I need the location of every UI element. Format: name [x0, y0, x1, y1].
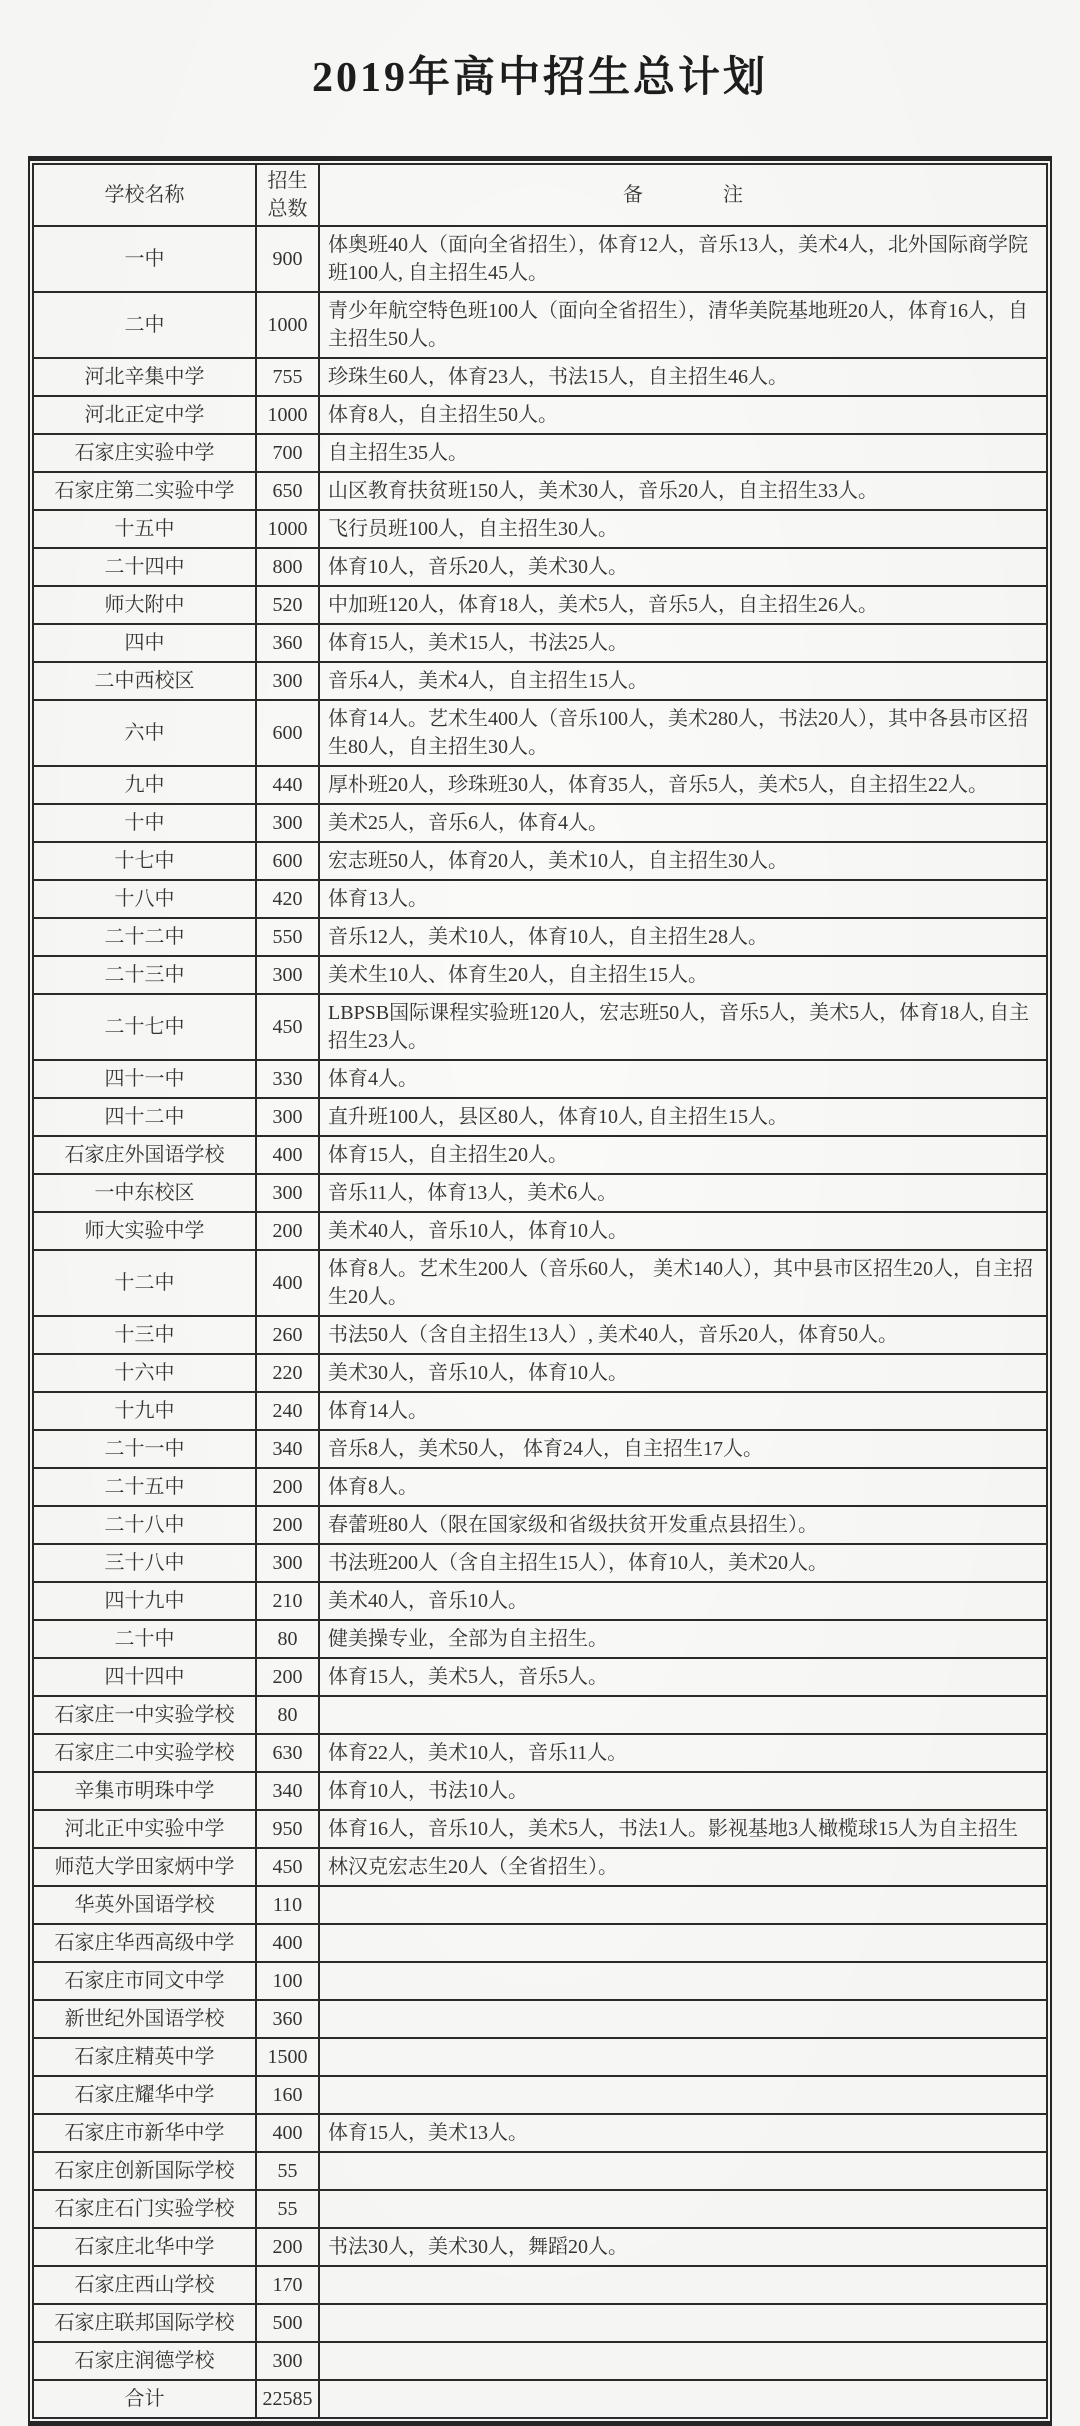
table-row	[33, 1316, 1047, 1354]
table-row	[33, 472, 1047, 510]
enrollment-total-cell: 240	[256, 1392, 319, 1430]
enrollment-total-cell: 650	[256, 472, 319, 510]
school-name-cell: 二十三中	[33, 956, 256, 994]
enrollment-total-cell: 200	[256, 1658, 319, 1696]
table-row	[33, 1136, 1047, 1174]
remark-cell: 自主招生35人。	[319, 434, 1047, 472]
remark-cell: 宏志班50人，体育20人，美术10人，自主招生30人。	[319, 842, 1047, 880]
table-row	[33, 842, 1047, 880]
enrollment-total-cell: 340	[256, 1430, 319, 1468]
table-row	[33, 2266, 1047, 2304]
enrollment-total-cell: 440	[256, 766, 319, 804]
school-name-cell: 一中东校区	[33, 1174, 256, 1212]
table-row	[33, 1430, 1047, 1468]
remark-cell	[319, 2342, 1047, 2380]
total-row	[33, 2380, 1047, 2418]
enrollment-total-cell: 300	[256, 956, 319, 994]
table-row	[33, 1468, 1047, 1506]
remark-cell: 体育10人，音乐20人，美术30人。	[319, 548, 1047, 586]
school-name-cell: 石家庄市同文中学	[33, 1962, 256, 2000]
remark-cell: 山区教育扶贫班150人，美术30人，音乐20人，自主招生33人。	[319, 472, 1047, 510]
enrollment-total-cell: 55	[256, 2190, 319, 2228]
school-name-cell: 石家庄外国语学校	[33, 1136, 256, 1174]
remark-cell: 中加班120人，体育18人，美术5人，音乐5人，自主招生26人。	[319, 586, 1047, 624]
school-name-cell: 河北辛集中学	[33, 358, 256, 396]
table-row	[33, 2304, 1047, 2342]
remark-cell: 书法30人，美术30人，舞蹈20人。	[319, 2228, 1047, 2266]
remark-cell: 美术40人，音乐10人。	[319, 1582, 1047, 1620]
school-name-cell: 十七中	[33, 842, 256, 880]
table-row	[33, 804, 1047, 842]
enrollment-total-cell: 300	[256, 2342, 319, 2380]
school-name-cell: 辛集市明珠中学	[33, 1772, 256, 1810]
table-row	[33, 1658, 1047, 1696]
table-row	[33, 434, 1047, 472]
school-name-cell: 四十九中	[33, 1582, 256, 1620]
remark-cell: 体育14人。艺术生400人（音乐100人，美术280人，书法20人），其中各县市区招生80人，自主招生30人。	[319, 700, 1047, 766]
enrollment-total-cell: 260	[256, 1316, 319, 1354]
table-row	[33, 1848, 1047, 1886]
table-row	[33, 2152, 1047, 2190]
school-name-cell: 石家庄一中实验学校	[33, 1696, 256, 1734]
remark-cell	[319, 2152, 1047, 2190]
table-row	[33, 1060, 1047, 1098]
school-name-cell: 十三中	[33, 1316, 256, 1354]
enrollment-total-cell: 450	[256, 1848, 319, 1886]
school-name-cell: 石家庄实验中学	[33, 434, 256, 472]
enrollment-total-cell: 340	[256, 1772, 319, 1810]
enrollment-total-cell: 550	[256, 918, 319, 956]
school-name-cell: 石家庄华西高级中学	[33, 1924, 256, 1962]
school-name-cell: 石家庄精英中学	[33, 2038, 256, 2076]
enrollment-total-cell: 800	[256, 548, 319, 586]
school-name-cell: 四十一中	[33, 1060, 256, 1098]
enrollment-total-cell: 220	[256, 1354, 319, 1392]
enrollment-total-cell: 200	[256, 1468, 319, 1506]
enrollment-total-cell: 400	[256, 1136, 319, 1174]
total-row-value: 22585	[256, 2380, 319, 2418]
remark-cell: 体育8人。艺术生200人（音乐60人， 美术140人），其中县市区招生20人，自主招生20人。	[319, 1250, 1047, 1316]
enrollment-total-cell: 200	[256, 1506, 319, 1544]
enrollment-total-cell: 210	[256, 1582, 319, 1620]
remark-cell: 体育15人，美术5人，音乐5人。	[319, 1658, 1047, 1696]
remark-cell: 健美操专业，全部为自主招生。	[319, 1620, 1047, 1658]
table-row	[33, 918, 1047, 956]
school-name-cell: 石家庄西山学校	[33, 2266, 256, 2304]
school-name-cell: 河北正中实验中学	[33, 1810, 256, 1848]
school-name-cell: 九中	[33, 766, 256, 804]
school-name-cell: 石家庄润德学校	[33, 2342, 256, 2380]
remark-cell: 体育10人，书法10人。	[319, 1772, 1047, 1810]
table-row	[33, 2000, 1047, 2038]
school-name-cell: 四十二中	[33, 1098, 256, 1136]
table-row	[33, 2038, 1047, 2076]
remark-cell: 直升班100人，县区80人，体育10人, 自主招生15人。	[319, 1098, 1047, 1136]
enrollment-total-cell: 420	[256, 880, 319, 918]
table-row	[33, 624, 1047, 662]
school-name-cell: 十二中	[33, 1250, 256, 1316]
school-name-cell: 二十一中	[33, 1430, 256, 1468]
school-name-cell: 十八中	[33, 880, 256, 918]
table-row	[33, 2076, 1047, 2114]
remark-cell: 春蕾班80人（限在国家级和省级扶贫开发重点县招生）。	[319, 1506, 1047, 1544]
table-row	[33, 1886, 1047, 1924]
enrollment-total-cell: 400	[256, 2114, 319, 2152]
enrollment-total-cell: 80	[256, 1696, 319, 1734]
enrollment-total-cell: 600	[256, 700, 319, 766]
table-row	[33, 994, 1047, 1060]
remark-cell	[319, 2076, 1047, 2114]
remark-cell: 珍珠生60人，体育23人，书法15人，自主招生46人。	[319, 358, 1047, 396]
enrollment-total-cell: 500	[256, 2304, 319, 2342]
remark-cell: 体育13人。	[319, 880, 1047, 918]
remark-cell: 体育15人，美术13人。	[319, 2114, 1047, 2152]
enrollment-table	[32, 163, 1048, 2419]
school-name-cell: 二十五中	[33, 1468, 256, 1506]
enrollment-total-cell: 1000	[256, 510, 319, 548]
remark-cell: 体育15人，自主招生20人。	[319, 1136, 1047, 1174]
school-name-cell: 石家庄二中实验学校	[33, 1734, 256, 1772]
school-name-cell: 石家庄创新国际学校	[33, 2152, 256, 2190]
table-row	[33, 700, 1047, 766]
school-name-cell: 二十四中	[33, 548, 256, 586]
school-name-cell: 一中	[33, 226, 256, 292]
enrollment-total-cell: 700	[256, 434, 319, 472]
school-name-cell: 二中	[33, 292, 256, 358]
school-name-cell: 二十中	[33, 1620, 256, 1658]
school-name-cell: 四中	[33, 624, 256, 662]
remark-cell: 厚朴班20人，珍珠班30人，体育35人，音乐5人，美术5人，自主招生22人。	[319, 766, 1047, 804]
col-header-remark: 备 注	[319, 164, 1047, 226]
school-name-cell: 二中西校区	[33, 662, 256, 700]
enrollment-total-cell: 950	[256, 1810, 319, 1848]
enrollment-total-cell: 520	[256, 586, 319, 624]
table-row	[33, 1544, 1047, 1582]
col-header-school-name: 学校名称	[33, 164, 256, 226]
enrollment-total-cell: 360	[256, 2000, 319, 2038]
enrollment-total-cell: 400	[256, 1924, 319, 1962]
remark-cell	[319, 1924, 1047, 1962]
school-name-cell: 石家庄耀华中学	[33, 2076, 256, 2114]
remark-cell: 音乐4人，美术4人，自主招生15人。	[319, 662, 1047, 700]
table-row	[33, 510, 1047, 548]
table-row	[33, 662, 1047, 700]
school-name-cell: 十五中	[33, 510, 256, 548]
remark-cell: 书法50人（含自主招生13人）, 美术40人，音乐20人，体育50人。	[319, 1316, 1047, 1354]
table-row	[33, 2190, 1047, 2228]
remark-cell: 飞行员班100人，自主招生30人。	[319, 510, 1047, 548]
school-name-cell: 十中	[33, 804, 256, 842]
remark-cell: 美术40人，音乐10人，体育10人。	[319, 1212, 1047, 1250]
total-row-label: 合计	[33, 2380, 256, 2418]
table-row	[33, 2228, 1047, 2266]
remark-cell: 体育15人，美术15人，书法25人。	[319, 624, 1047, 662]
enrollment-total-cell: 200	[256, 2228, 319, 2266]
school-name-cell: 石家庄北华中学	[33, 2228, 256, 2266]
enrollment-total-cell: 450	[256, 994, 319, 1060]
enrollment-total-cell: 300	[256, 662, 319, 700]
remark-cell: 体育4人。	[319, 1060, 1047, 1098]
remark-cell: 体育22人，美术10人，音乐11人。	[319, 1734, 1047, 1772]
table-row	[33, 880, 1047, 918]
remark-cell: 音乐12人，美术10人，体育10人，自主招生28人。	[319, 918, 1047, 956]
enrollment-total-cell: 360	[256, 624, 319, 662]
table-row	[33, 358, 1047, 396]
remark-cell	[319, 1886, 1047, 1924]
table-row	[33, 2342, 1047, 2380]
remark-cell	[319, 2304, 1047, 2342]
remark-cell	[319, 2038, 1047, 2076]
enrollment-total-cell: 200	[256, 1212, 319, 1250]
remark-cell	[319, 1962, 1047, 2000]
table-row	[33, 2114, 1047, 2152]
enrollment-total-cell: 1000	[256, 292, 319, 358]
remark-cell: 体育8人，自主招生50人。	[319, 396, 1047, 434]
school-name-cell: 师大附中	[33, 586, 256, 624]
enrollment-total-cell: 400	[256, 1250, 319, 1316]
table-row	[33, 1772, 1047, 1810]
col-header-enrollment-total: 招生总数	[256, 164, 319, 226]
school-name-cell: 二十八中	[33, 1506, 256, 1544]
remark-cell	[319, 2190, 1047, 2228]
remark-cell: LBPSB国际课程实验班120人，宏志班50人，音乐5人，美术5人，体育18人, 自主招生23人。	[319, 994, 1047, 1060]
school-name-cell: 石家庄市新华中学	[33, 2114, 256, 2152]
enrollment-total-cell: 600	[256, 842, 319, 880]
school-name-cell: 石家庄联邦国际学校	[33, 2304, 256, 2342]
enrollment-total-cell: 1000	[256, 396, 319, 434]
enrollment-total-cell: 300	[256, 1098, 319, 1136]
table-row	[33, 1620, 1047, 1658]
enrollment-total-cell: 1500	[256, 2038, 319, 2076]
school-name-cell: 三十八中	[33, 1544, 256, 1582]
school-name-cell: 十九中	[33, 1392, 256, 1430]
table-row	[33, 1392, 1047, 1430]
table-row	[33, 1582, 1047, 1620]
school-name-cell: 师范大学田家炳中学	[33, 1848, 256, 1886]
school-name-cell: 四十四中	[33, 1658, 256, 1696]
table-row	[33, 1098, 1047, 1136]
table-row	[33, 1250, 1047, 1316]
table-row	[33, 956, 1047, 994]
enrollment-total-cell: 110	[256, 1886, 319, 1924]
remark-cell: 美术生10人、体育生20人，自主招生15人。	[319, 956, 1047, 994]
remark-cell	[319, 2266, 1047, 2304]
table-header	[33, 164, 1047, 226]
enrollment-total-cell: 300	[256, 804, 319, 842]
school-name-cell: 二十七中	[33, 994, 256, 1060]
table-footer	[33, 2380, 1047, 2418]
table-row	[33, 1696, 1047, 1734]
table-row	[33, 1506, 1047, 1544]
remark-cell: 体育14人。	[319, 1392, 1047, 1430]
enrollment-total-cell: 330	[256, 1060, 319, 1098]
school-name-cell: 华英外国语学校	[33, 1886, 256, 1924]
remark-cell	[319, 1696, 1047, 1734]
remark-cell: 美术30人，音乐10人，体育10人。	[319, 1354, 1047, 1392]
enrollment-total-cell: 755	[256, 358, 319, 396]
enrollment-total-cell: 55	[256, 2152, 319, 2190]
remark-cell: 青少年航空特色班100人（面向全省招生），清华美院基地班20人，体育16人，自主招生50人。	[319, 292, 1047, 358]
remark-cell: 体奥班40人（面向全省招生），体育12人，音乐13人，美术4人，北外国际商学院班100人, 自主招生45人。	[319, 226, 1047, 292]
table-body	[33, 226, 1047, 2380]
remark-cell: 美术25人，音乐6人，体育4人。	[319, 804, 1047, 842]
school-name-cell: 河北正定中学	[33, 396, 256, 434]
enrollment-total-cell: 170	[256, 2266, 319, 2304]
table-row	[33, 586, 1047, 624]
enrollment-total-cell: 300	[256, 1544, 319, 1582]
remark-cell: 体育16人，音乐10人，美术5人，书法1人。影视基地3人橄榄球15人为自主招生	[319, 1810, 1047, 1848]
table-row	[33, 766, 1047, 804]
table-row	[33, 396, 1047, 434]
enrollment-total-cell: 630	[256, 1734, 319, 1772]
school-name-cell: 石家庄石门实验学校	[33, 2190, 256, 2228]
table-row	[33, 1962, 1047, 2000]
enrollment-total-cell: 900	[256, 226, 319, 292]
table-row	[33, 1354, 1047, 1392]
table-row	[33, 548, 1047, 586]
remark-cell	[319, 2000, 1047, 2038]
total-row-remark	[319, 2380, 1047, 2418]
table-row	[33, 1734, 1047, 1772]
remark-cell: 音乐8人，美术50人， 体育24人，自主招生17人。	[319, 1430, 1047, 1468]
table-row	[33, 1924, 1047, 1962]
header-row	[33, 164, 1047, 226]
table-row	[33, 292, 1047, 358]
school-name-cell: 石家庄第二实验中学	[33, 472, 256, 510]
table-row	[33, 1212, 1047, 1250]
school-name-cell: 师大实验中学	[33, 1212, 256, 1250]
enrollment-total-cell: 80	[256, 1620, 319, 1658]
table-row	[33, 226, 1047, 292]
enrollment-total-cell: 160	[256, 2076, 319, 2114]
school-name-cell: 二十二中	[33, 918, 256, 956]
remark-cell: 书法班200人（含自主招生15人），体育10人，美术20人。	[319, 1544, 1047, 1582]
school-name-cell: 新世纪外国语学校	[33, 2000, 256, 2038]
enrollment-table-frame	[28, 156, 1052, 2426]
enrollment-total-cell: 100	[256, 1962, 319, 2000]
remark-cell: 体育8人。	[319, 1468, 1047, 1506]
school-name-cell: 六中	[33, 700, 256, 766]
page-title: 2019年高中招生总计划	[311, 55, 768, 101]
table-row	[33, 1174, 1047, 1212]
remark-cell: 林汉克宏志生20人（全省招生）。	[319, 1848, 1047, 1886]
enrollment-total-cell: 300	[256, 1174, 319, 1212]
remark-cell: 音乐11人，体育13人，美术6人。	[319, 1174, 1047, 1212]
school-name-cell: 十六中	[33, 1354, 256, 1392]
table-row	[33, 1810, 1047, 1848]
